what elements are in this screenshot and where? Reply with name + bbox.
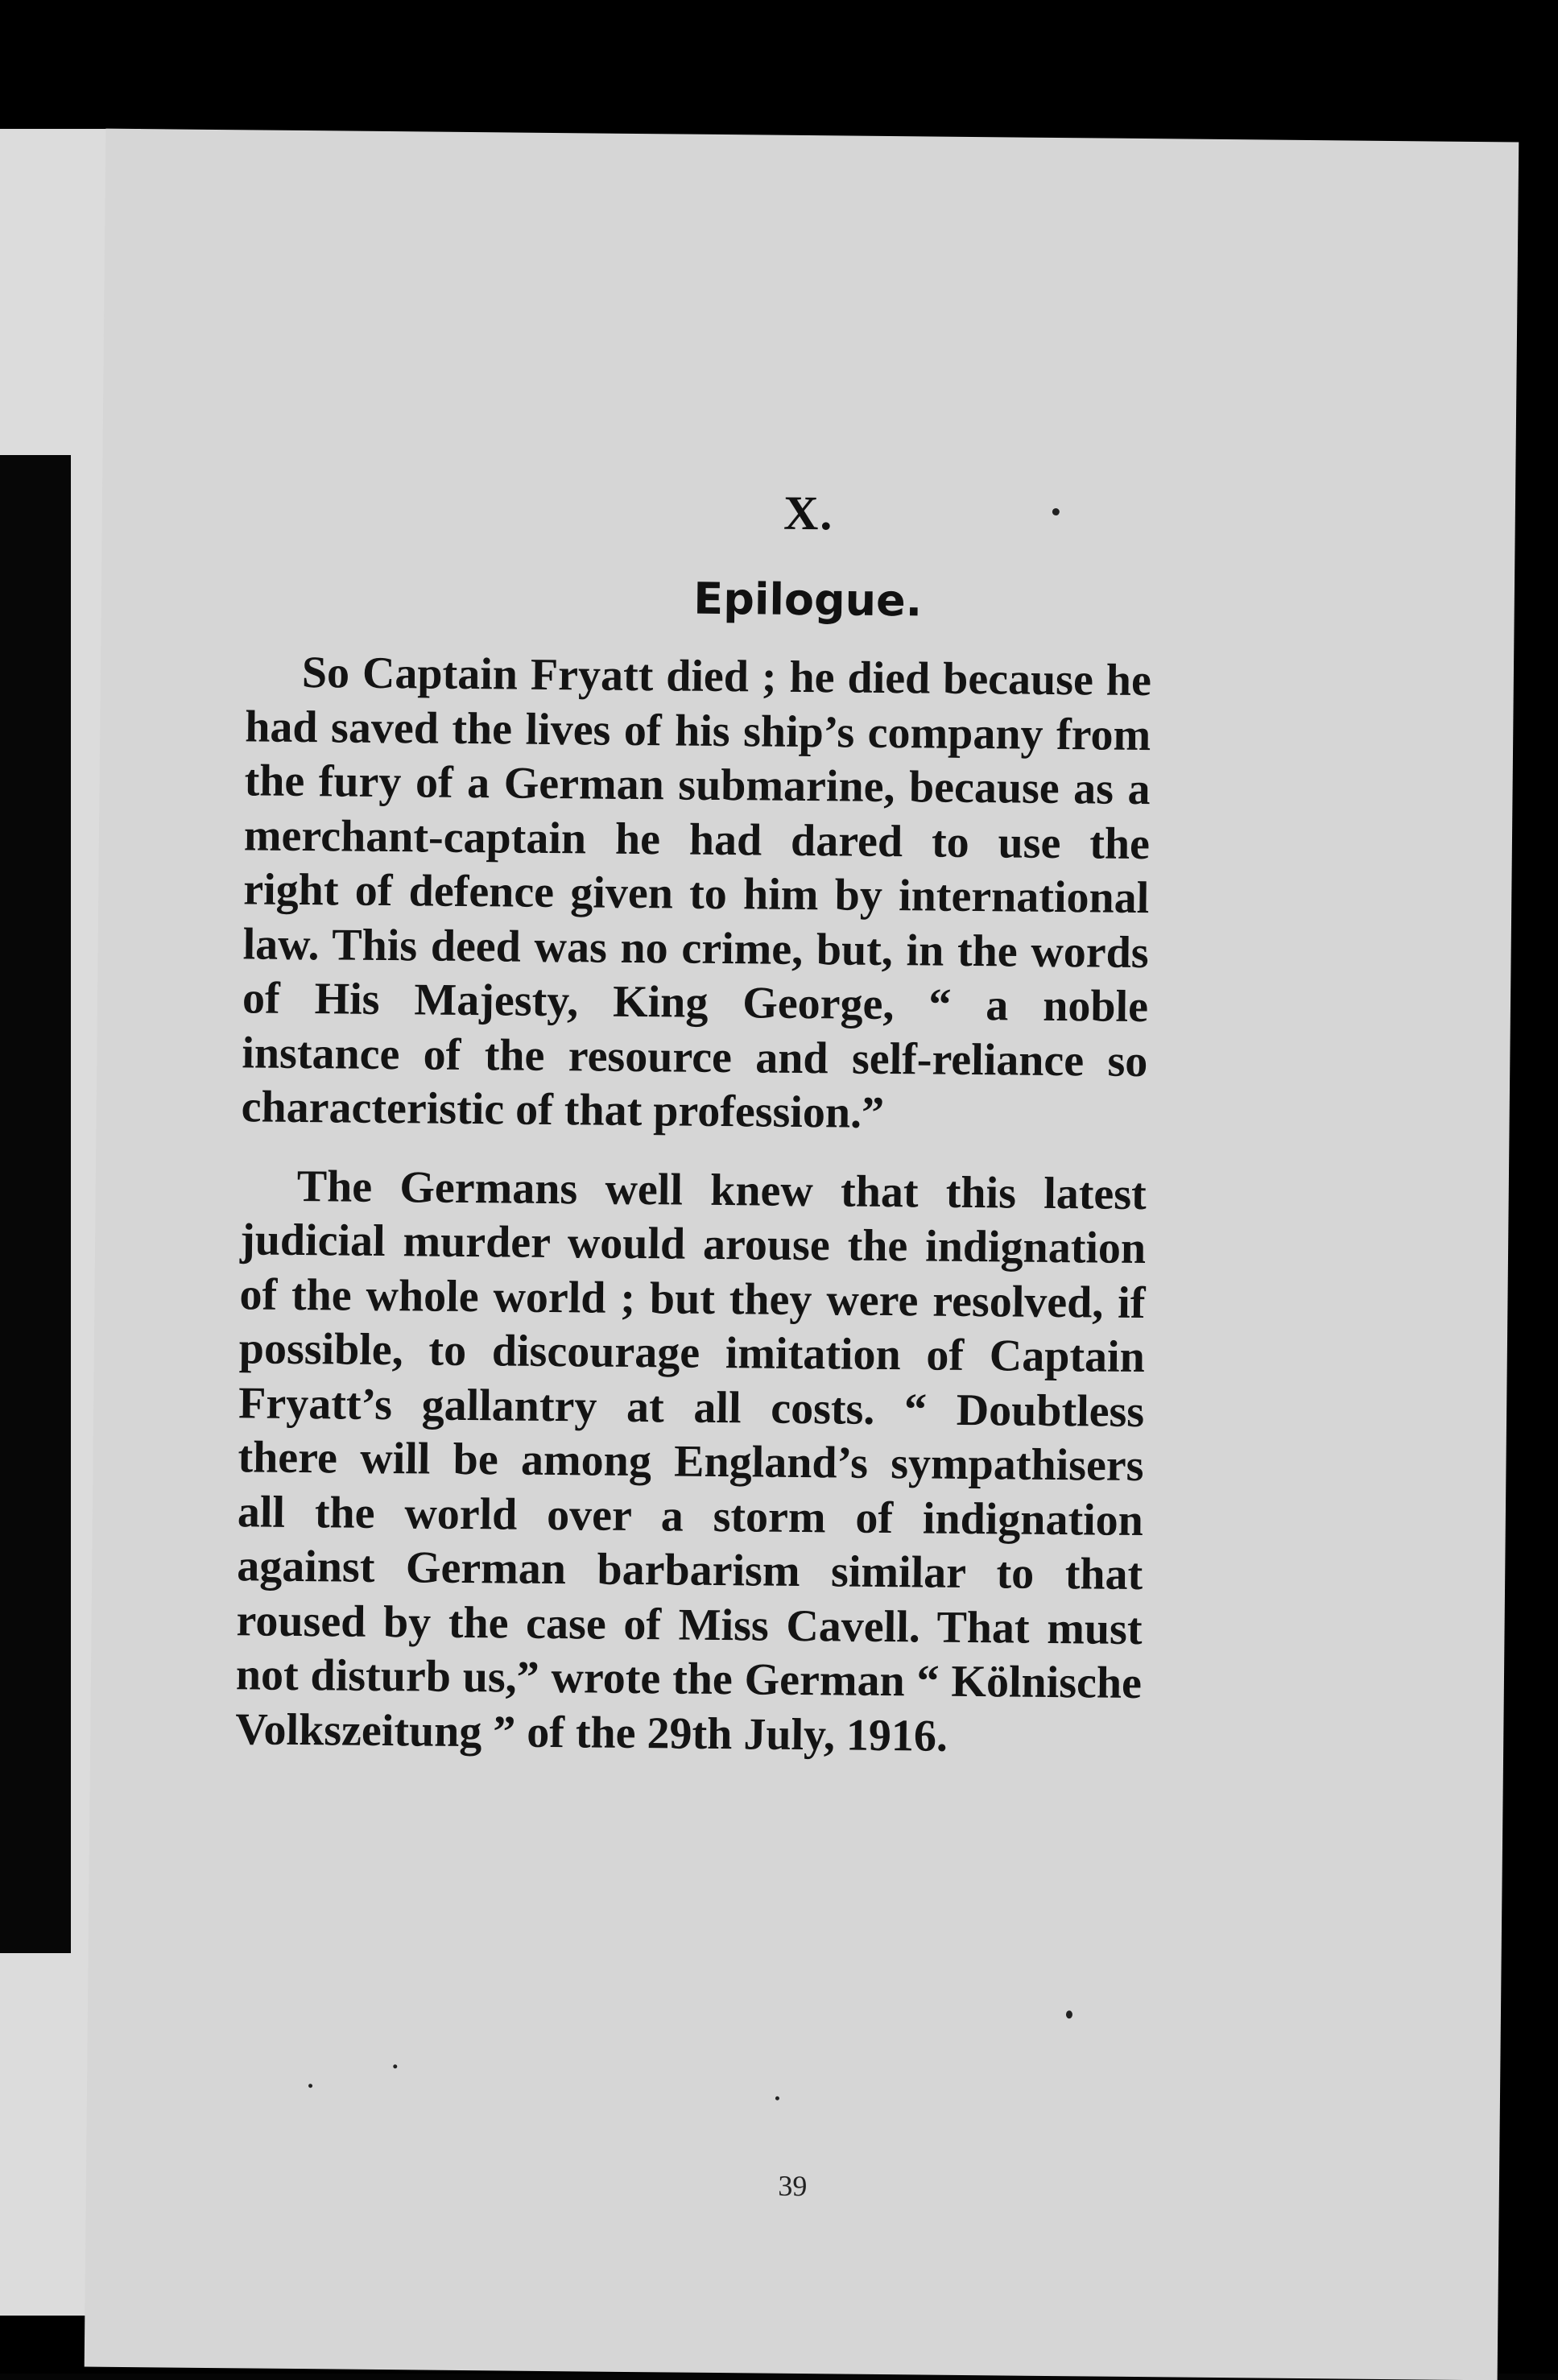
body-text: [235, 645, 1151, 1765]
paragraph-1: So Captain Fryatt died ; he died because he had saved the lives of his ship’s company from the fury of a German submarine, because as a merchant-captain he had dared to use the right of defence given to him by international law. This deed was no crime, but, in the words of His Majesty, King George, “ a noble instance of the resource and self-reliance so characteristic of that profession.”: [241, 648, 1152, 1138]
chapter-number: X.: [783, 486, 834, 540]
ink-speck: [393, 2064, 397, 2068]
ink-speck: [308, 2084, 312, 2088]
ink-speck: [1066, 2010, 1072, 2018]
book-page: [85, 129, 1519, 2380]
paragraph-2: The Germans well knew that this latest judicial murder would arouse the indignation of the whole world ; but they were resolved, if possible, to discourage imitation of Captain Fryatt’s gallantry at all costs. “ Doubtless there will be among England’s sympathisers all the world over a storm of indignation against German barbarism similar to that roused by the case of Miss Cavell. That must not disturb us,” wrote the German “ Kölnische Volkszeitung ” of the 29th July, 1916.: [235, 1161, 1147, 1761]
page-number: 39: [778, 2169, 808, 2203]
ink-speck: [775, 2096, 779, 2101]
facing-page-dark-region: [0, 455, 71, 1953]
ink-speck: [1052, 508, 1060, 515]
chapter-title: Epilogue.: [693, 573, 923, 627]
